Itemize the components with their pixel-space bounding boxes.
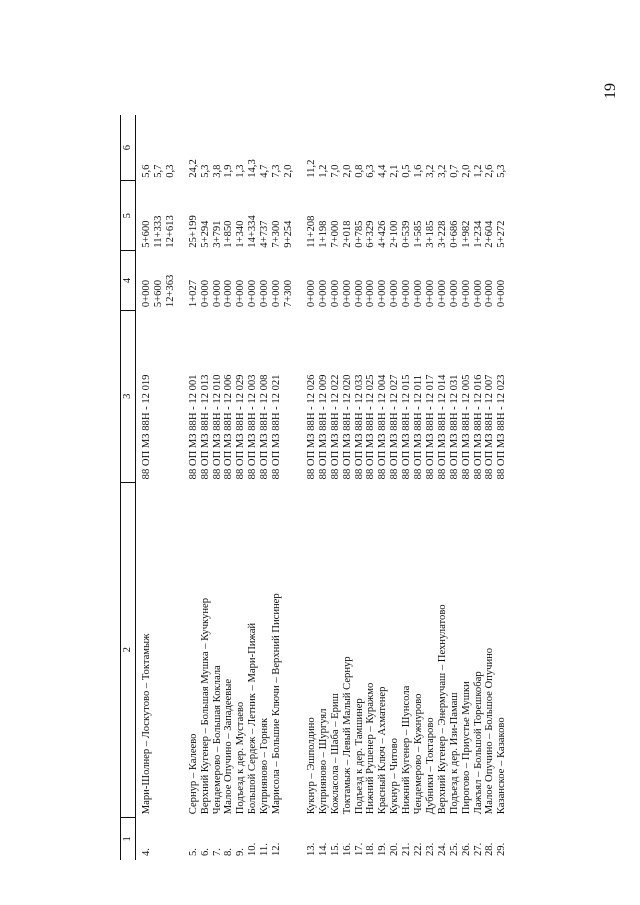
road-name: Пирогово – Приустье Мушки [460,681,472,815]
length-km: 3,8 [211,164,223,178]
table-container [120,115,580,860]
row-number [165,817,177,860]
length-km: 3,2 [436,164,448,178]
row-number: 6. [199,848,211,856]
road-id: 88 ОП МЗ 88Н - 12 021 [271,374,283,480]
end-km: 0+785 [353,220,365,248]
length-km: 5,7 [152,164,164,178]
row-number: 8. [223,848,235,856]
length-km: 2,0 [341,164,353,178]
road-name: Большой Сердеж – Летник – Мари-Пижай [247,622,259,815]
table-row [496,115,508,860]
end-km: 5+600 [141,220,152,248]
end-km: 3+228 [436,220,448,248]
start-km: 0+000 [401,279,413,308]
table-row [365,115,377,860]
table-row [461,115,473,860]
table-row [165,115,177,860]
row-number [153,817,165,860]
header-col-6: 6 [121,115,136,181]
road-id: 88 ОП МЗ 88Н - 12 016 [472,374,484,480]
length-km: 14,3 [247,159,259,178]
road-id: 88 ОП МЗ 88Н - 12 004 [377,374,389,480]
length-km: 2,6 [484,164,496,178]
length-km: 24,2 [187,159,199,178]
road-name: Кукнур – Эшполдино [305,717,317,815]
road-name: Подъезд к дер. Мустаево [235,701,247,815]
table-row [271,115,283,860]
table-row [283,115,295,860]
road-id [283,310,295,482]
table-row [354,115,366,860]
end-km: 0+686 [448,220,460,248]
road-name: Красный Ключ – Ахматенер [377,686,389,815]
table-row [136,115,153,860]
end-km: 5+294 [199,220,211,248]
length-km: 5,3 [496,164,508,178]
end-km: 0+539 [401,220,413,248]
length-km: 1,9 [223,164,235,178]
length-km: 0,8 [353,164,365,178]
length-km: 2,0 [460,164,472,178]
road-name: Нижний Рушенер – Куражмо [365,682,377,815]
row-number: 24. [436,842,448,856]
end-km: 1+198 [317,220,329,248]
start-km: 0+000 [317,279,329,308]
end-km: 7+300 [271,220,283,248]
table-row [330,115,342,860]
road-name [165,482,177,817]
start-km: 0+000 [353,279,365,308]
end-km: 25+199 [187,215,199,248]
length-km: 5,6 [141,164,152,178]
start-km: 0+000 [341,279,353,308]
row-number: 16. [341,842,353,856]
length-km: 5,3 [199,164,211,178]
row-spacer-cell [295,115,306,860]
start-km: 0+000 [472,279,484,308]
start-km: 0+000 [235,279,247,308]
table-row [484,115,496,860]
end-km: 12+613 [164,215,176,248]
row-number: 5. [187,848,199,856]
table-row [306,115,318,860]
road-id: 88 ОП МЗ 88Н - 12 006 [223,374,235,480]
table-row [389,115,401,860]
road-id: 88 ОП МЗ 88Н - 12 013 [199,374,211,480]
table-row [247,115,259,860]
road-id: 88 ОП МЗ 88Н - 12 007 [484,374,496,480]
road-id [165,310,177,482]
road-id: 88 ОП МЗ 88Н - 12 015 [401,374,413,480]
road-name: Чендемерово – Большая Коклала [211,665,223,815]
length-km: 11,2 [305,159,317,178]
road-id: 88 ОП МЗ 88Н - 12 008 [259,374,271,480]
row-number: 15. [329,842,341,856]
start-km: 0+000 [460,279,472,308]
length-km: 0,7 [448,164,460,178]
road-id: 88 ОП МЗ 88Н - 12 010 [211,374,223,480]
end-km: 2+604 [484,220,496,248]
road-name: Подъезд к дер. Тамшинер [353,698,365,815]
header-col-4: 4 [121,251,136,310]
road-name [153,482,165,817]
length-km: 1,2 [317,164,329,178]
table-row [188,115,200,860]
end-km: 5+272 [496,220,508,248]
row-number: 7. [211,848,223,856]
road-name: Малое Опучино – Западеевые [223,678,235,815]
header-col-5: 5 [121,181,136,251]
table-row [259,115,271,860]
road-id: 88 ОП МЗ 88Н - 12 023 [496,374,508,480]
length-km: 3,2 [424,164,436,178]
end-km: 6+329 [365,220,377,248]
end-km: 4+426 [377,220,389,248]
length-km: 7,0 [329,164,341,178]
row-number [283,817,295,860]
road-id: 88 ОП МЗ 88Н - 12 017 [424,374,436,480]
start-km: 0+000 [305,279,317,308]
road-name [283,482,295,817]
row-number: 14. [317,842,329,856]
row-number: 19. [377,842,389,856]
row-number: 25. [448,842,460,856]
start-km: 0+000 [141,279,152,308]
end-km: 1+340 [235,220,247,248]
table-row [318,115,330,860]
row-number: 9. [235,848,247,856]
table-row [235,115,247,860]
row-number: 11. [259,843,271,856]
road-id: 88 ОП МЗ 88Н - 12 026 [305,374,317,480]
start-km: 0+000 [424,279,436,308]
start-km: 0+000 [448,279,460,308]
road-id: 88 ОП МЗ 88Н - 12 022 [329,374,341,480]
start-km: 0+000 [389,279,401,308]
start-km: 0+000 [496,279,508,308]
table-row [473,115,485,860]
row-spacer [295,115,306,860]
row-number: 12. [271,842,283,856]
length-km: 2,1 [389,164,401,178]
row-spacer [177,115,188,860]
end-km: 1+234 [472,220,484,248]
header-row [121,115,136,860]
road-name: Малое Опучино – Большое Опучино [484,647,496,815]
table-row [342,115,354,860]
road-name: Марисола – Большие Ключи – Верхний Писинер [271,593,283,815]
end-km: 1+982 [460,220,472,248]
row-spacer-cell [177,115,188,860]
roads-table [120,115,508,860]
road-id [153,310,165,482]
road-id: 88 ОП МЗ 88Н - 12 014 [436,374,448,480]
road-name: Верхний Кугенер – Большая Мушка – Кучкунер [199,597,211,815]
length-km: 4,7 [259,164,271,178]
road-name: Подъезд к дер. Изи-Памаш [448,692,460,815]
road-name: Чендемерово – Кужнурово [413,693,425,815]
table-row [413,115,425,860]
road-id: 88 ОП МЗ 88Н - 12 020 [341,374,353,480]
road-id: 88 ОП МЗ 88Н - 12 033 [353,374,365,480]
road-id: 88 ОП МЗ 88Н - 12 005 [460,374,472,480]
end-km: 2+100 [389,220,401,248]
table-body [136,115,509,860]
row-number: 23. [424,842,436,856]
rotated-table-area [120,115,580,860]
header-col-2: 2 [121,482,136,817]
table-row [223,115,235,860]
row-number: 13. [305,842,317,856]
row-number: 20. [389,842,401,856]
end-km: 3+185 [424,220,436,248]
table-row [425,115,437,860]
length-km: 1,6 [413,164,425,178]
length-km: 0,3 [164,164,176,178]
road-id: 88 ОП МЗ 88Н - 12 029 [235,374,247,480]
end-km: 11+208 [305,215,317,248]
end-km: 11+333 [152,215,164,248]
road-name: Дубники – Токтарово [424,717,436,815]
start-km: 0+000 [199,279,211,308]
road-name: Лажъял – Большой Торешкобар [472,671,484,815]
end-km: 2+018 [341,220,353,248]
road-name: Казанское – Казаково [496,717,508,815]
road-name: Токтамыж – Левый Малый Сернур [341,656,353,815]
row-number: 28. [484,842,496,856]
road-name: Нижний Кугенер – Шунсола [401,685,413,815]
header-col-3: 3 [121,310,136,482]
road-id: 88 ОП МЗ 88Н - 12 031 [448,374,460,480]
start-km: 0+000 [329,279,341,308]
table-row [401,115,413,860]
start-km: 0+000 [247,279,259,308]
road-id: 88 ОП МЗ 88Н - 12 027 [389,374,401,480]
row-number: 21. [401,842,413,856]
road-name: Мари-Шолнер – Лоскутово – Токтамыж [141,633,152,815]
start-km: 0+000 [211,279,223,308]
row-number: 4. [141,848,152,856]
row-number: 17. [353,842,365,856]
page-number: 19 [602,83,619,99]
road-id: 88 ОП МЗ 88Н - 12 009 [317,374,329,480]
road-name: Сернур – Калеево [187,733,199,815]
road-name: Кукнур – Читово [389,738,401,815]
header-col-1: 1 [121,817,136,860]
start-km: 0+000 [377,279,389,308]
road-id: 88 ОП МЗ 88Н - 12 019 [141,374,152,480]
road-name: Куприяново – Шургуял [317,708,329,815]
end-km: 14+334 [247,215,259,248]
end-km: 7+000 [329,220,341,248]
table-row [377,115,389,860]
length-km: 1,3 [235,164,247,178]
table-row [449,115,461,860]
end-km: 9+254 [282,220,294,248]
table-row [212,115,224,860]
road-id: 88 ОП МЗ 88Н - 12 003 [247,374,259,480]
row-number: 18. [365,842,377,856]
length-km: 6,3 [365,164,377,178]
table-row [200,115,212,860]
start-km: 0+000 [223,279,235,308]
row-number: 10. [247,842,259,856]
start-km: 0+000 [413,279,425,308]
end-km: 3+791 [211,220,223,248]
start-km: 1+027 [187,279,199,308]
road-id: 88 ОП МЗ 88Н - 12 025 [365,374,377,480]
row-number: 27. [472,842,484,856]
road-id: 88 ОП МЗ 88Н - 12 011 [413,374,425,480]
table-row [153,115,165,860]
road-name: Кожласола – Шаба – Ериш [329,693,341,815]
start-km: 12+363 [164,274,176,308]
road-id: 88 ОП МЗ 88Н - 12 001 [187,374,199,480]
start-km: 0+000 [484,279,496,308]
row-number: 26. [460,842,472,856]
row-number: 29. [496,842,508,856]
start-km: 5+600 [152,279,164,308]
end-km: 1+850 [223,220,235,248]
start-km: 0+000 [271,279,283,308]
start-km: 0+000 [436,279,448,308]
length-km: 2,0 [282,164,294,178]
start-km: 0+000 [259,279,271,308]
length-km: 0,5 [401,164,413,178]
length-km: 4,4 [377,164,389,178]
start-km: 7+300 [282,279,294,308]
end-km: 1+585 [413,220,425,248]
length-km: 1,2 [472,164,484,178]
row-number: 22. [413,842,425,856]
road-name: Верхний Кугенер – Энермучаш – Пехнулатово [436,604,448,815]
road-name: Куприяново – Горняк [259,717,271,815]
start-km: 0+000 [365,279,377,308]
length-km: 7,3 [271,164,283,178]
end-km: 4+737 [259,220,271,248]
table-row [437,115,449,860]
